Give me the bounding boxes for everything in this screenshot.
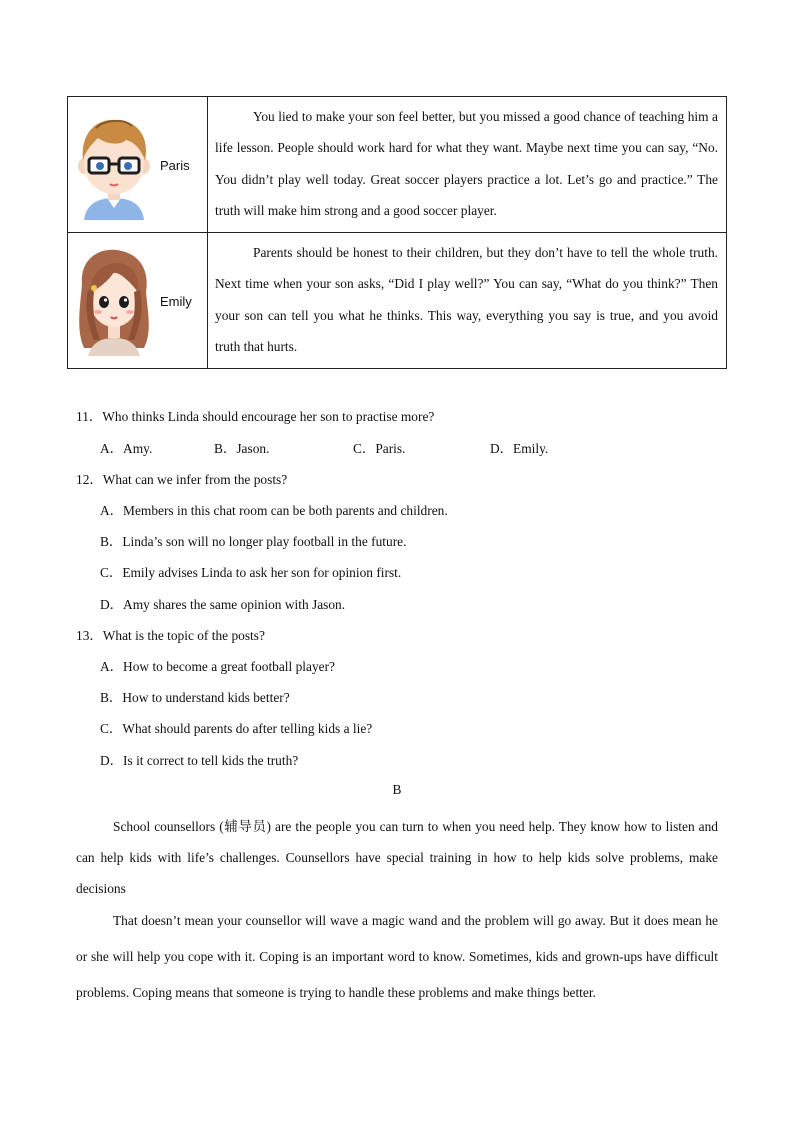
chat-posts-table — [67, 96, 727, 369]
poster-name: Emily — [160, 293, 192, 309]
option-a: A．Amy. — [100, 441, 153, 456]
option-b: B．Linda’s son will no longer play football in the future. — [100, 534, 407, 549]
post-row — [68, 233, 727, 369]
option-d: D．Is it correct to tell kids the truth? — [100, 753, 299, 768]
option-d: D．Amy shares the same opinion with Jason. — [100, 597, 346, 612]
option-b: B．Jason. — [214, 441, 270, 456]
poster-name: Paris — [160, 157, 190, 173]
girl-long-hair-icon — [74, 244, 154, 356]
option-b: B．How to understand kids better? — [100, 690, 290, 705]
post-text: You lied to make your son feel better, but you missed a good chance of teaching him a life lesson. People should work hard for what they want. Maybe next time you can say, “No. You didn’t play well today. Great soccer players practice a lot. Let’s go and practice.” The truth will make him strong and a good soccer player. — [215, 109, 718, 218]
passage-paragraph: School counsellors (辅导员) are the people you can turn to when you need help. They know how to listen and can help kids with life’s challenges. Counsellors have special training in how to help kids solve problems, make decisions — [76, 819, 718, 896]
post-text: Parents should be honest to their children, but they don’t have to tell the whole truth. Next time when your son asks, “Did I play well?” You can say, “What do you think?” Then your son can tell you what he thinks. This way, everything you say is true, and you avoid truth that hurts. — [215, 245, 718, 355]
option-c: C．What should parents do after telling kids a lie? — [100, 721, 373, 736]
question-stem: 13．What is the topic of the posts? — [76, 628, 265, 643]
passage-paragraph: That doesn’t mean your counsellor will wave a magic wand and the problem will go away. But it does mean he or she will help you cope with it. Coping is an important word to know. Sometimes, kids and grown-ups have difficult problems. Coping means that someone is trying to handle these problems and make things better. — [76, 913, 718, 1000]
option-c: C．Emily advises Linda to ask her son for opinion first. — [100, 565, 402, 580]
question-stem: 11．Who thinks Linda should encourage her son to practise more? — [76, 409, 435, 424]
avatar-cell — [68, 233, 208, 369]
section-heading: B — [392, 782, 402, 797]
post-row — [68, 97, 727, 233]
option-a: A．Members in this chat room can be both parents and children. — [100, 503, 448, 518]
option-c: C．Paris. — [353, 441, 406, 456]
post-text-cell — [208, 233, 727, 369]
avatar-cell — [68, 97, 208, 233]
option-a: A．How to become a great football player? — [100, 659, 335, 674]
option-d: D．Emily. — [490, 441, 549, 456]
post-text-cell — [208, 97, 727, 233]
boy-with-glasses-icon — [74, 108, 154, 220]
question-stem: 12．What can we infer from the posts? — [76, 472, 288, 487]
